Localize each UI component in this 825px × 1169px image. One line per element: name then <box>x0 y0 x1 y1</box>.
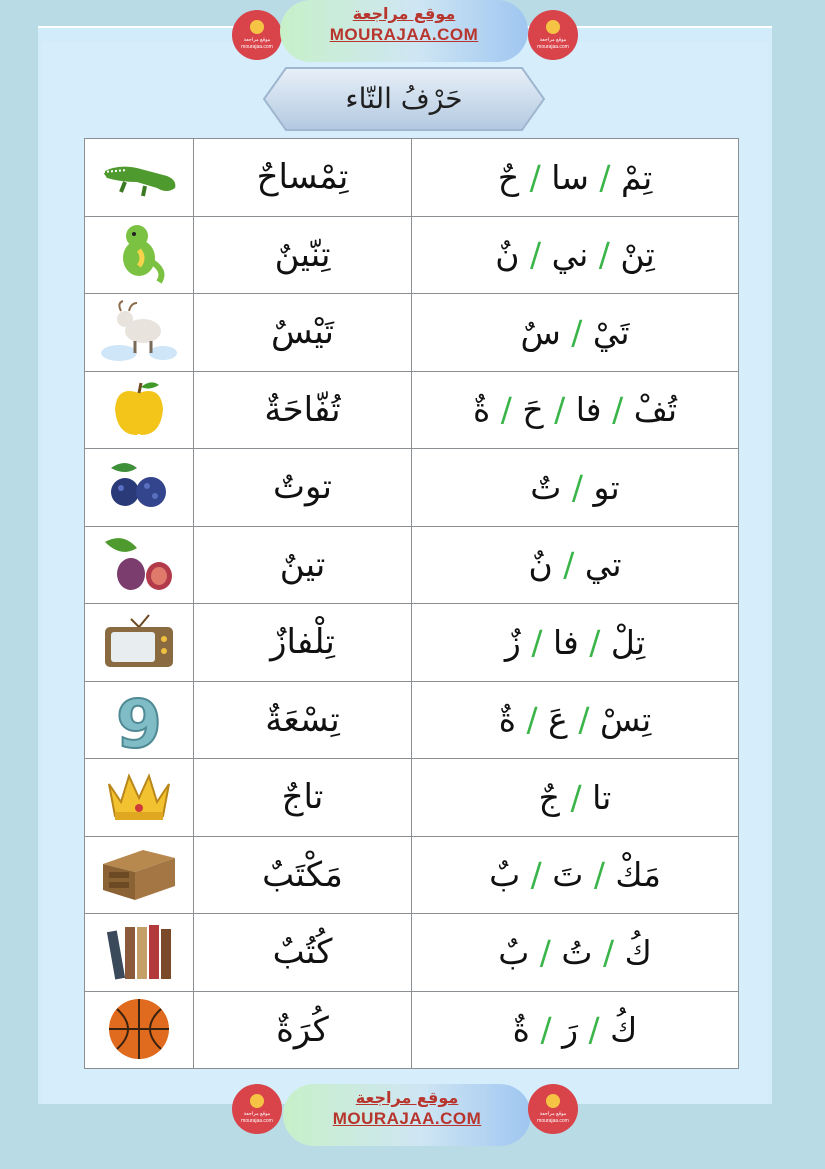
syllables-cell <box>412 914 739 992</box>
watermark-arabic: موقع مراجعة <box>352 4 456 23</box>
syllables-text: تِنْ / ني / نٌ <box>495 235 655 275</box>
picture-cell <box>85 681 194 759</box>
syllables-text: تِمْ / سا / حٌ <box>497 157 653 197</box>
logo-badge-icon <box>546 1094 560 1108</box>
word-cell <box>194 991 412 1069</box>
books-icon <box>97 917 181 983</box>
syllables-cell <box>412 759 739 837</box>
word-text: كُتُبٌ <box>272 932 333 973</box>
goat-icon <box>97 297 181 363</box>
dragon-icon <box>97 220 181 286</box>
word-cell <box>194 526 412 604</box>
picture-cell <box>85 294 194 372</box>
watermark-english: MOURAJAA.COM <box>329 25 479 44</box>
syllables-text: تِسْ / عَ / ةٌ <box>498 700 652 740</box>
table-row <box>85 371 739 449</box>
word-text: تَيْسٌ <box>270 312 335 353</box>
word-text: تاجٌ <box>281 777 324 818</box>
word-cell <box>194 836 412 914</box>
syllables-text: تي / نٌ <box>528 545 622 585</box>
syllables-cell <box>412 681 739 759</box>
syllables-text: تِلْ / فا / زٌ <box>504 622 646 662</box>
word-cell <box>194 604 412 682</box>
word-text: كُرَةٌ <box>276 1009 329 1050</box>
picture-cell <box>85 371 194 449</box>
logo-text-ar: موقع مراجعة <box>243 37 271 43</box>
table-row <box>85 449 739 527</box>
svg-text:9: 9 <box>116 685 162 751</box>
logo-text-en: mourajaa.com <box>537 1118 569 1124</box>
syllables-cell <box>412 139 739 217</box>
logo-text-en: mourajaa.com <box>241 1118 273 1124</box>
word-text: تِنّينٌ <box>274 234 331 275</box>
word-text: تِمْساحٌ <box>256 157 349 198</box>
site-logo-right-bottom[interactable] <box>528 1084 578 1134</box>
number-nine-icon <box>97 685 181 751</box>
watermark-english: MOURAJAA.COM <box>332 1109 482 1128</box>
berries-icon <box>97 452 181 518</box>
table-row <box>85 914 739 992</box>
fig-icon <box>97 530 181 596</box>
word-text: تِسْعَةٌ <box>265 699 340 740</box>
logo-text-en: mourajaa.com <box>537 44 569 50</box>
page-title: حَرْفُ التّاء <box>345 82 463 115</box>
picture-cell <box>85 991 194 1069</box>
watermark-banner-top[interactable] <box>280 0 528 62</box>
syllables-cell <box>412 216 739 294</box>
syllables-text: مَكْ / تَ / بٌ <box>489 855 661 895</box>
syllables-text: تو / تٌ <box>530 467 620 507</box>
syllables-text: تَيْ / سٌ <box>520 312 630 352</box>
site-logo-left-top[interactable] <box>232 10 282 60</box>
picture-cell <box>85 914 194 992</box>
word-text: مَكْتَبٌ <box>262 854 343 895</box>
table-row <box>85 294 739 372</box>
crown-icon <box>97 762 181 828</box>
television-icon <box>97 607 181 673</box>
syllables-cell <box>412 836 739 914</box>
syllables-cell <box>412 294 739 372</box>
syllables-cell <box>412 526 739 604</box>
table-row <box>85 991 739 1069</box>
watermark-banner-bottom[interactable] <box>283 1084 531 1146</box>
ball-icon <box>97 995 181 1061</box>
syllables-text: كُ / رَ / ةٌ <box>512 1010 638 1050</box>
syllables-text: تُفْ / فا / حَ / ةٌ <box>472 390 678 430</box>
table-row <box>85 526 739 604</box>
picture-cell <box>85 604 194 682</box>
word-text: تُفّاحَةٌ <box>264 389 341 430</box>
picture-cell <box>85 759 194 837</box>
table-row <box>85 216 739 294</box>
logo-badge-icon <box>250 1094 264 1108</box>
word-cell <box>194 294 412 372</box>
word-cell <box>194 371 412 449</box>
logo-text-ar: موقع مراجعة <box>243 1111 271 1117</box>
site-logo-left-bottom[interactable] <box>232 1084 282 1134</box>
word-cell <box>194 449 412 527</box>
logo-badge-icon <box>546 20 560 34</box>
picture-cell <box>85 449 194 527</box>
syllables-cell <box>412 604 739 682</box>
word-text: تينٌ <box>279 544 326 585</box>
table-row <box>85 139 739 217</box>
desk-icon <box>97 840 181 906</box>
word-cell <box>194 914 412 992</box>
logo-text-en: mourajaa.com <box>241 44 273 50</box>
letter-table <box>84 138 739 1069</box>
table-row <box>85 604 739 682</box>
picture-cell <box>85 836 194 914</box>
logo-text-ar: موقع مراجعة <box>539 37 567 43</box>
picture-cell <box>85 139 194 217</box>
watermark-arabic: موقع مراجعة <box>355 1088 459 1107</box>
site-logo-right-top[interactable] <box>528 10 578 60</box>
logo-badge-icon <box>250 20 264 34</box>
crocodile-icon <box>97 142 181 208</box>
syllables-cell <box>412 371 739 449</box>
syllables-cell <box>412 449 739 527</box>
table-row <box>85 836 739 914</box>
word-cell <box>194 139 412 217</box>
table-row <box>85 681 739 759</box>
word-text: تِلْفازٌ <box>270 622 335 663</box>
word-cell <box>194 759 412 837</box>
logo-text-ar: موقع مراجعة <box>539 1111 567 1117</box>
word-cell <box>194 681 412 759</box>
syllables-text: كُ / تُ / بٌ <box>498 932 652 972</box>
word-cell <box>194 216 412 294</box>
table-row <box>85 759 739 837</box>
word-text: توتٌ <box>272 467 333 508</box>
picture-cell <box>85 216 194 294</box>
syllables-text: تا / جٌ <box>538 777 612 817</box>
syllables-cell <box>412 991 739 1069</box>
apple-icon <box>97 375 181 441</box>
picture-cell <box>85 526 194 604</box>
